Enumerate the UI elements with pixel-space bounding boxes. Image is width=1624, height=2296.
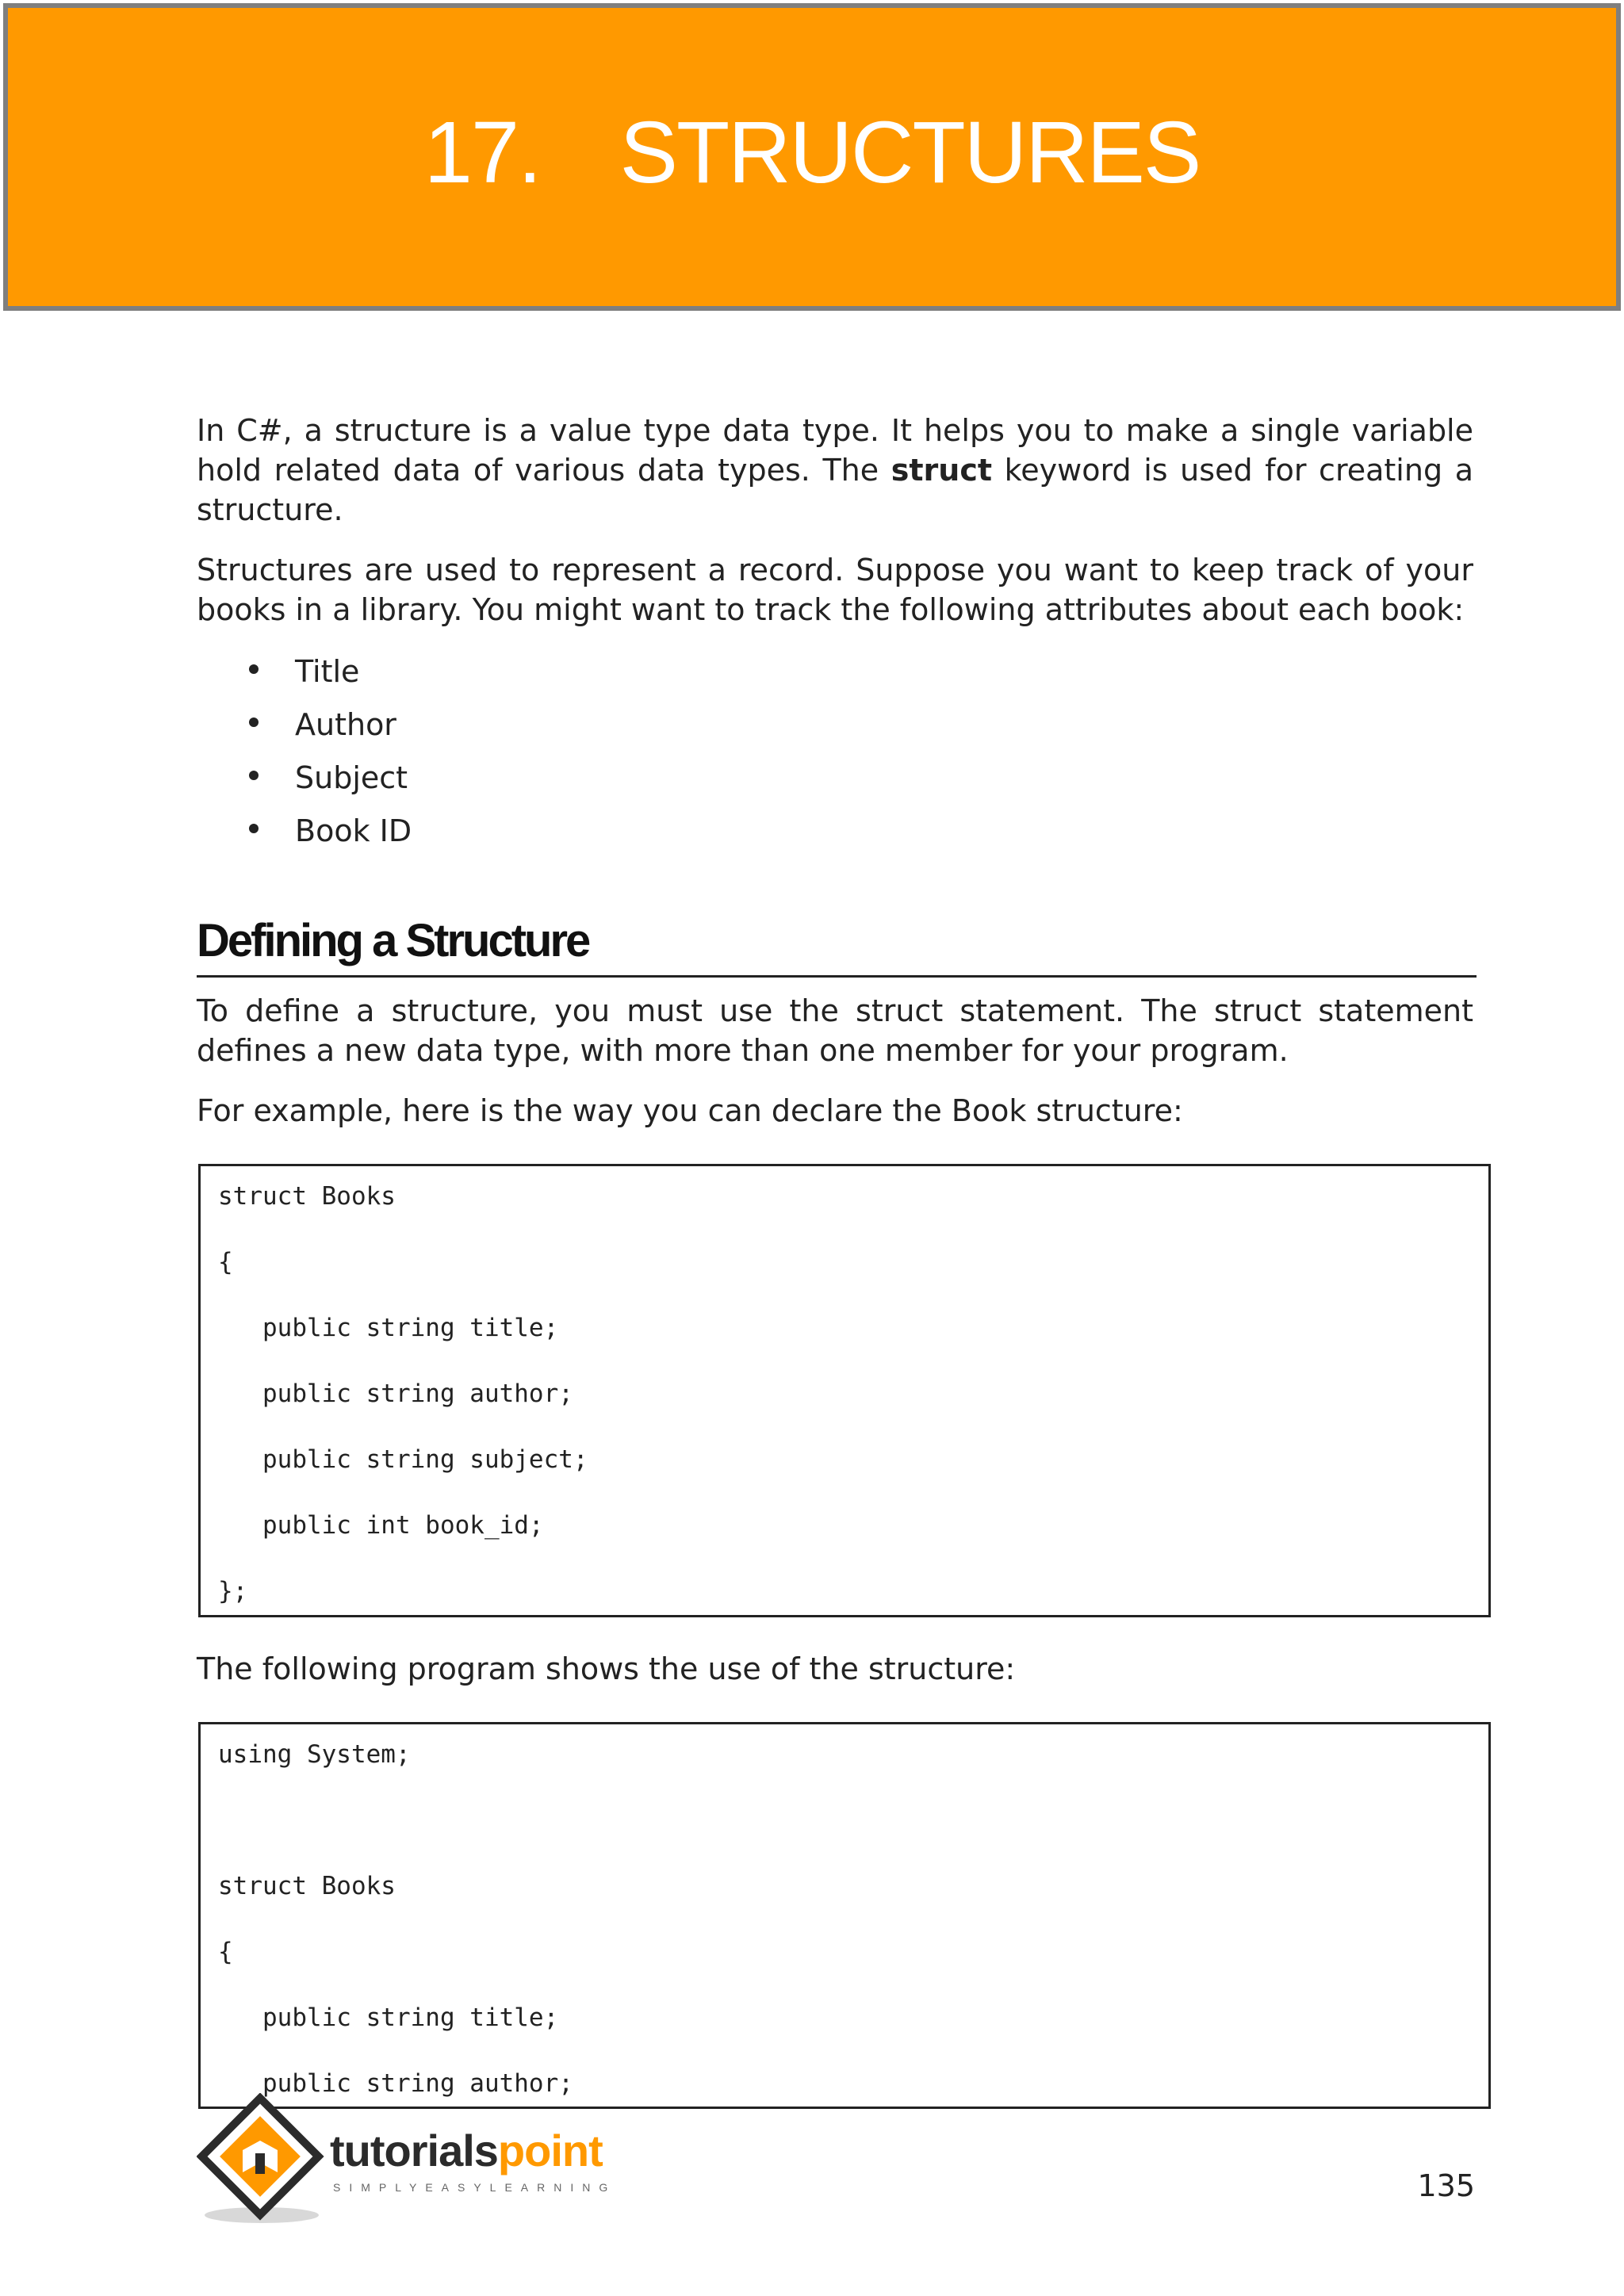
chapter-banner <box>3 3 1621 311</box>
program-intro <box>197 1649 1473 1689</box>
chapter-number: 17. <box>423 104 541 201</box>
intro-text-after: keyword is used for creating a structure. <box>197 453 1473 527</box>
bullet-icon <box>249 718 259 727</box>
section-paragraph-1-text: To define a structure, you must use the struct statement. The struct statement defines a new data type, with more than one member for your program. <box>197 993 1473 1068</box>
section-paragraph-2 <box>197 1091 1473 1131</box>
code-line: { <box>218 1938 233 1966</box>
code-line: public int book_id; <box>218 1511 544 1540</box>
section-title: Defining a Structure <box>197 913 1477 978</box>
intro-text-before: In C#, a structure is a value type data type. It helps you to make a single variable hold related data of various data types. The <box>197 413 1473 488</box>
section-heading <box>197 913 1473 978</box>
code-line: public string title; <box>218 1314 559 1342</box>
list-item <box>197 758 1473 811</box>
code-line: public string author; <box>218 1380 573 1408</box>
list-item-text: Book ID <box>295 813 412 848</box>
section-paragraph-1 <box>197 991 1473 1070</box>
chapter-title <box>8 104 1616 201</box>
chapter-title-text: STRUCTURES <box>619 104 1201 201</box>
svg-text:tutorialspoint: tutorialspoint <box>330 2126 603 2175</box>
code-line: }; <box>218 1577 248 1605</box>
logo-icon <box>197 2093 657 2228</box>
struct-keyword: struct <box>891 453 993 488</box>
code-block-program <box>198 1722 1491 2109</box>
attribute-list <box>197 652 1473 864</box>
code-line: using System; <box>218 1740 411 1769</box>
bullet-icon <box>249 664 259 674</box>
tutorialspoint-logo <box>197 2093 657 2228</box>
code-line: struct Books <box>218 1182 396 1211</box>
list-item <box>197 652 1473 705</box>
code-line: public string subject; <box>218 1445 588 1474</box>
bullet-icon <box>249 771 259 780</box>
list-item-text: Author <box>295 707 396 742</box>
svg-text:SIMPLYEASYLEARNING: SIMPLYEASYLEARNING <box>333 2181 617 2194</box>
code-block-struct <box>198 1164 1491 1617</box>
section-paragraph-2-text: For example, here is the way you can declare the Book structure: <box>197 1093 1183 1128</box>
code-line: public string title; <box>218 2003 559 2032</box>
list-item <box>197 705 1473 758</box>
bullet-icon <box>249 824 259 833</box>
intro-paragraph-2 <box>197 550 1473 629</box>
list-item-text: Subject <box>295 760 408 795</box>
intro-paragraph-1 <box>197 411 1473 530</box>
page-number: 135 <box>1417 2168 1475 2203</box>
code-line: { <box>218 1248 233 1276</box>
program-intro-text: The following program shows the use of the structure: <box>197 1651 1016 1686</box>
list-item <box>197 811 1473 864</box>
intro-paragraph-2-text: Structures are used to represent a record. Suppose you want to keep track of your books in a library. You might want to track the following attributes about each book: <box>197 553 1473 627</box>
list-item-text: Title <box>295 654 360 689</box>
code-line: public string author; <box>218 2069 573 2098</box>
code-line: struct Books <box>218 1872 396 1900</box>
